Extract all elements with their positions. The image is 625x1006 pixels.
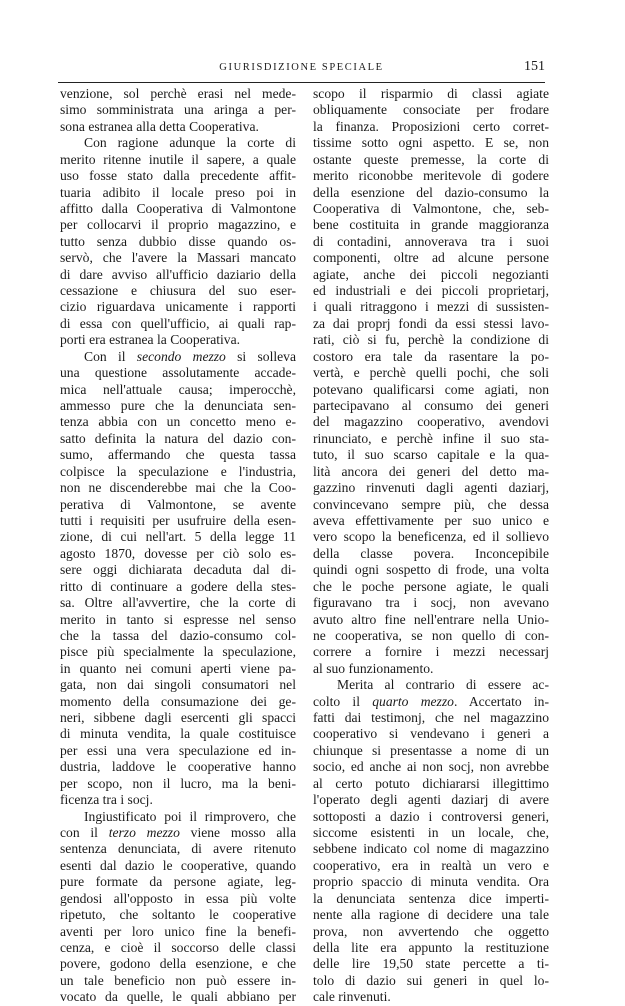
text-line: povere, godono della esenzione, e che xyxy=(60,956,296,972)
text-line: ripetuto, che soltanto le cooperative xyxy=(60,907,296,923)
text-line: aventi per loro unico fine la benefi- xyxy=(60,923,296,939)
text-line: componenti, oltre ad alcune persone xyxy=(313,250,549,266)
text-line: cooperativo, era in realtà un vero e xyxy=(313,857,549,873)
text-line: al suo funzionamento. xyxy=(313,660,434,676)
text-line: al certo potuto dichiararsi illegittimo xyxy=(313,775,549,791)
text-line: di contadini, annoverava tra i suoi xyxy=(313,233,549,249)
text-line: cenza, e cioè il soccorso delle classi xyxy=(60,939,296,955)
italic-term: secondo mezzo xyxy=(136,348,226,364)
text-line: obliquamente consociate per frodare xyxy=(313,102,549,118)
text-line: ficenza tra i socj. xyxy=(60,792,153,808)
text-line: rinunciato, e perchè infine il suo sta- xyxy=(313,430,549,446)
text-line: quindi ogni sospetto di frode, una volta xyxy=(313,562,549,578)
text-line: Merita al contrario di essere ac- xyxy=(337,677,549,693)
text-line: colpisce la speculazione e l'industria, xyxy=(60,463,296,479)
text-line: prova, non avvertendo che oggetto xyxy=(313,923,549,939)
running-header xyxy=(58,58,545,83)
text-line: zione, di cui nell'art. 5 della legge 11 xyxy=(60,529,296,545)
text-line: partecipavano al consumo dei generi xyxy=(313,398,549,414)
text-line: della lite era appunto la restituzione xyxy=(313,939,549,955)
text-line: venzione, sol perchè erasi nel mede- xyxy=(60,86,296,101)
text-line: dustria, laddove le cooperative hanno xyxy=(60,759,296,775)
text-line: pisce più specialmente la speculazione, xyxy=(60,644,296,660)
text-line: za dai proprj fondi da essi stessi lavo- xyxy=(313,315,549,331)
text-line: sere oggi dichiarata decaduta dal di- xyxy=(60,562,296,578)
text-line: mica nell'attuale causa; imperocchè, xyxy=(60,381,296,397)
text-line: con il terzo mezzo viene mosso alla xyxy=(60,824,296,840)
italic-term: terzo mezzo xyxy=(108,824,180,840)
text-line: cizio riguardava unicamente i rapporti xyxy=(60,299,296,315)
text-line: per essi una vera speculazione ed in- xyxy=(60,742,296,758)
page-number: 151 xyxy=(524,59,545,74)
text-line: vero scopo la beneficenza, ed il sollievo xyxy=(313,529,549,545)
text-line: bene costituita in grande maggioranza xyxy=(313,217,549,233)
text-line: sa. Oltre all'avvertire, che la corte di xyxy=(60,595,296,611)
text-line: agosto 1870, dovesse per ciò solo es- xyxy=(60,545,296,561)
text-line: della classe povera. Inconcepibile xyxy=(313,545,549,561)
text-line: ritto di continuare a godere della stes- xyxy=(60,578,296,594)
text-line: satto definita la natura del dazio con- xyxy=(60,430,296,446)
text-line: sona estranea alla detta Cooperativa. xyxy=(60,118,259,134)
running-title: GIURISDIZIONE SPECIALE xyxy=(219,62,384,73)
italic-term: quarto mezzo xyxy=(372,693,454,709)
text-line: momento della consumazione dei ge- xyxy=(60,693,296,709)
text-line: cooperativo si vendevano i generi a xyxy=(313,726,549,742)
text-line: della esenzione del dazio-consumo la xyxy=(313,184,549,200)
text-line: delle lire 19,50 state percette a ti- xyxy=(313,956,549,972)
text-line: socio, ed anche ai non socj, non avrebbe xyxy=(313,759,549,775)
text-line: Ingiustificato poi il rimprovero, che xyxy=(84,808,296,824)
text-line: merito in tanto si espresse nel senso xyxy=(60,611,296,627)
text-line: costoro era tale da rasentare la po- xyxy=(313,348,549,364)
text-line: tissime sotto ogni aspetto. E se, non xyxy=(313,135,549,151)
text-line: agiate, anche dei piccoli negozianti xyxy=(313,266,549,282)
text-line: che le poche persone agiate, le quali xyxy=(313,578,549,594)
text-line: tolo di dazio sui generi in quel lo- xyxy=(313,972,549,988)
text-line: i quali ritraggono i mezzi di sussisten- xyxy=(313,299,549,315)
text-line: proprio spaccio di minuta vendita. Ora xyxy=(313,874,549,890)
text-line: di dare avviso all'ufficio daziario della xyxy=(60,266,296,282)
text-line: affitto dalla Cooperativa di Valmontone xyxy=(60,200,296,216)
right-column xyxy=(313,86,549,1006)
text-line: tutto senza dubbio disse quando os- xyxy=(60,233,296,249)
text-line: uso fosse stato dalla precedente affit- xyxy=(60,168,296,184)
text-line: la finanza. Proposizioni certo corret- xyxy=(313,118,549,134)
text-line: l'operato degli agenti daziarj di avere xyxy=(313,792,549,808)
text-line: Cooperativa di Valmontone, che, seb- xyxy=(313,200,549,216)
text-line: una questione assolutamente accade- xyxy=(60,365,296,381)
text-line: siccome esistenti in un locale, che, xyxy=(313,824,549,840)
text-line: tenza abbia con un concetto meno e- xyxy=(60,414,296,430)
text-line: che la tassa del dazio-consumo col- xyxy=(60,627,296,643)
text-line: tuaria adibito il locale preso poi in xyxy=(60,184,296,200)
text-line: del magazzino cooperativo, avendovi xyxy=(313,414,549,430)
text-line: convincevano sempre più, che dessa xyxy=(313,496,549,512)
text-line: cessazione e chiusura del suo eser- xyxy=(60,283,296,299)
left-column xyxy=(60,86,296,1006)
text-line: tuto, il suo scarso capitale e la qua- xyxy=(313,447,549,463)
text-line: ed industriali e dei piccoli proprietarj, xyxy=(313,283,549,299)
text-line: di essa con quell'ufficio, ai quali rap- xyxy=(60,315,296,331)
text-line: sentenza denunciata, di avere ritenuto xyxy=(60,841,296,857)
text-line: merito ritenne inutile il sapere, a quale xyxy=(60,151,296,167)
text-line: rati, ciò si fu, perchè la condizione di xyxy=(313,332,549,348)
text-line: simo somministrata una aringa a per- xyxy=(60,102,296,118)
text-line: ammesso pure che la denunciata sen- xyxy=(60,398,296,414)
text-line: sebbene indicato col nome di magazzino xyxy=(313,841,549,857)
text-line: esenti dal dazio le cooperative, quando xyxy=(60,857,296,873)
text-line: Con il secondo mezzo si solleva xyxy=(84,348,297,364)
text-line: figuravano tra i socj, non avevano xyxy=(313,595,549,611)
text-line: aveva effettivamente per suo unico e xyxy=(313,512,549,528)
text-line: gendosi all'opposto in essa più volte xyxy=(60,890,296,906)
text-line: porti era estranea la Cooperativa. xyxy=(60,332,241,348)
text-line: ostante queste premesse, la corte di xyxy=(313,151,549,167)
text-line: neri, sibbene dagli esercenti gli spacci xyxy=(60,710,296,726)
text-line: avuto altro fine nell'entrare nella Unio- xyxy=(313,611,549,627)
text-line: un tale beneficio non può essere in- xyxy=(60,972,296,988)
text-line: pure formate da persone agiate, leg- xyxy=(60,874,296,890)
text-line: scopo il risparmio di classi agiate xyxy=(313,86,549,101)
text-line: sumo, affermando che questa tassa xyxy=(60,447,296,463)
text-line: ne cooperativa, se non quello di con- xyxy=(313,627,549,643)
text-line: merito riconobbe meritevole di godere xyxy=(313,168,549,184)
text-line: gata, non dai singoli consumatori nel xyxy=(60,677,296,693)
text-line: lità ancora dei generi del detto ma- xyxy=(313,463,549,479)
text-line: vertà, e perchè quelli pochi, che soli xyxy=(313,365,549,381)
text-line: sottoposti a dazio i controversi generi, xyxy=(313,808,549,824)
text-line: in quanto nei comuni aperti viene pa- xyxy=(60,660,296,676)
text-line: vocato da quelle, le quali abbiano per xyxy=(60,989,296,1005)
text-line: potevano qualificarsi come agiati, non xyxy=(313,381,549,397)
text-line: di minuta vendita, la quale costituisce xyxy=(60,726,296,742)
text-line: la denunciata sentenza dice imperti- xyxy=(313,890,549,906)
text-line: gazzino rinvenuti dagli agenti daziarj, xyxy=(313,480,549,496)
text-line: correre a fornire i mezzi necessarj xyxy=(313,644,549,660)
text-line: per scopo, non il lucro, ma la beni- xyxy=(60,775,296,791)
text-line: fatti dai testimonj, che nel magazzino xyxy=(313,710,549,726)
text-line: per collocarvi il proprio magazzino, e xyxy=(60,217,296,233)
text-line: nente alla ragione di decidere una tale xyxy=(313,907,549,923)
text-line: Con ragione adunque la corte di xyxy=(84,135,296,151)
text-line: tutti i requisiti per usufruire della esen- xyxy=(60,512,296,528)
text-line: chiunque si presentasse a nome di un xyxy=(313,742,549,758)
text-line: non ne discenderebbe mai che la Coo- xyxy=(60,480,296,496)
text-line: cale rinvenuti. xyxy=(313,989,391,1005)
text-line: perativa di Valmontone, se avente xyxy=(60,496,296,512)
text-line: servò, che l'avere la Massari mancato xyxy=(60,250,296,266)
text-line: colto il quarto mezzo. Accertato in- xyxy=(313,693,549,709)
